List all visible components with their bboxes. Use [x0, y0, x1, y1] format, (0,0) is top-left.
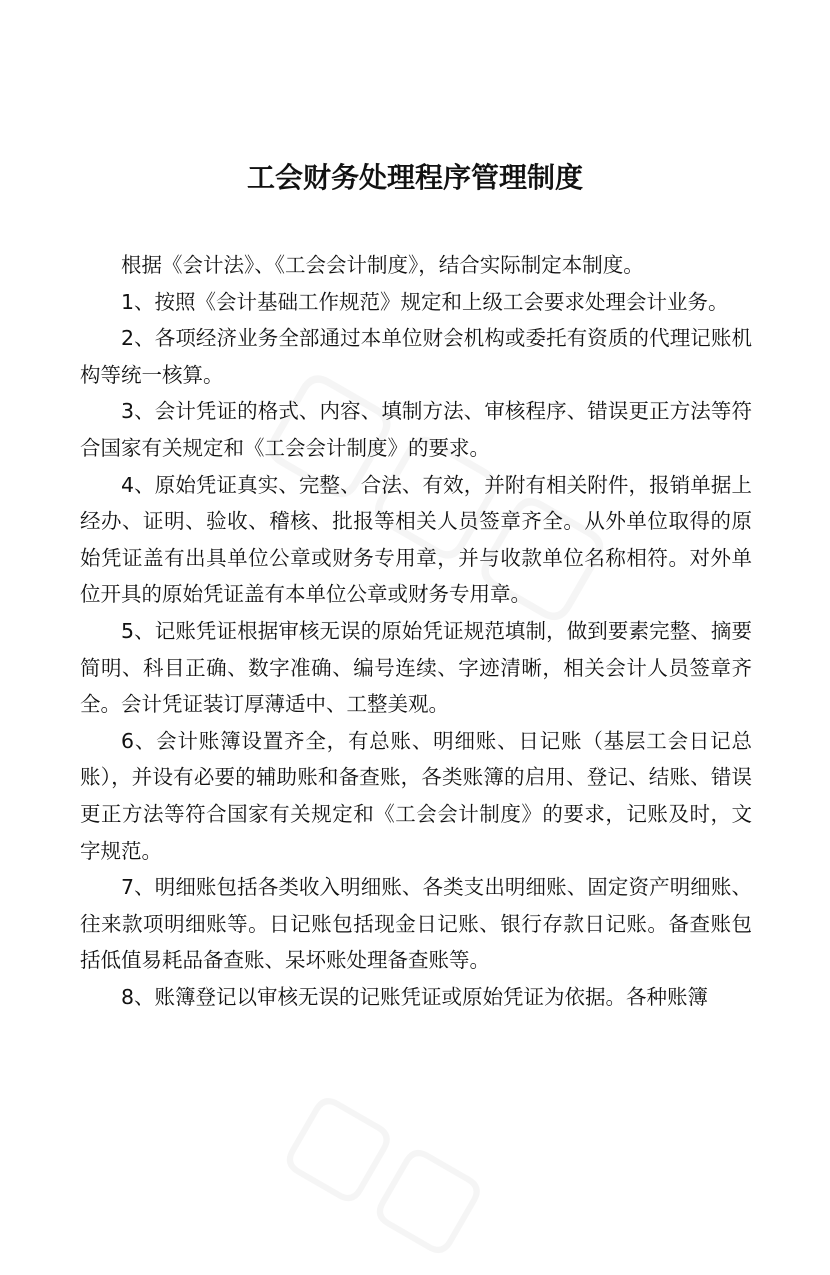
watermark-graphic-bottom: [266, 1060, 510, 1275]
document-body: [80, 247, 752, 1015]
paragraph-item-6: 6、会计账簿设置齐全，有总账、明细账、日记账（基层工会日记总账），并设有必要的辅助账和备查账，各类账簿的启用、登记、结账、错误更正方法等符合国家有关规定和《工会会计制度》的要求，记账及时，文字规范。: [80, 728, 752, 863]
paragraph-item-2: 2、各项经济业务全部通过本单位财会机构或委托有资质的代理记账机构等统一核算。: [80, 326, 752, 387]
paragraph-item-3: 3、会计凭证的格式、内容、填制方法、审核程序、错误更正方法等符合国家有关规定和《工会会计制度》的要求。: [80, 399, 752, 460]
paragraph-item-1: 1、按照《会计基础工作规范》规定和上级工会要求处理会计业务。: [121, 289, 729, 314]
paragraph-intro: 根据《会计法》、《工会会计制度》，结合实际制定本制度。: [121, 253, 644, 277]
document-title: 工会财务处理程序管理制度: [246, 161, 583, 194]
paragraph-item-5: 5、记账凭证根据审核无误的原始凭证规范填制，做到要素完整、摘要简明、科目正确、数字准确、编号连续、字迹清晰，相关会计人员签章齐全。会计凭证装订厚薄适中、工整美观。: [80, 618, 752, 717]
paragraph-item-8: 8、账簿登记以审核无误的记账凭证或原始凭证为依据。各种账簿: [121, 984, 709, 1009]
paragraph-item-7: 7、明细账包括各类收入明细账、各类支出明细账、固定资产明细账、往来款项明细账等。日记账包括现金日记账、银行存款日记账。备查账包括低值易耗品备查账、呆坏账处理备查账等。: [80, 875, 752, 973]
paragraph-item-4: 4、原始凭证真实、完整、合法、有效，并附有相关附件，报销单据上经办、证明、验收、稽核、批报等相关人员签章齐全。从外单位取得的原始凭证盖有出具单位公章或财务专用章，并与收款单位名称相符。对外单位开具的原始凭证盖有本单位公章或财务专用章。: [80, 472, 752, 607]
